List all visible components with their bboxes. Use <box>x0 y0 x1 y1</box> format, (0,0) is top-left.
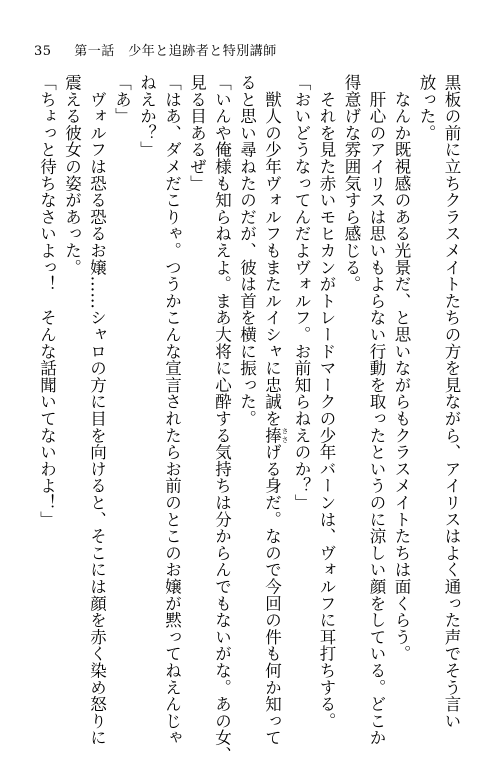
text-line: 「はあ、ダメだこりゃ。つうかこんな宣言されたらお前のとこのお嬢が黙ってねえんじゃ <box>162 74 182 746</box>
text-line-with-ruby: 獣人の少年ヴォルフもまたルイシャに忠誠を捧 ささげる身だ。なので今回の件も何か知って <box>262 74 289 747</box>
chapter-title: 第一話 少年と追跡者と特別講師 <box>74 44 277 59</box>
text-line: ヴォルフは恐る恐るお嬢……シャロの方に目を向けると、そこには顔を赤く染め怒りに <box>87 74 107 746</box>
text-line: 放った。 <box>417 74 436 142</box>
text-line: 「おいどうなってんだよヴォルフ。お前知らねえのか？」 <box>292 74 311 511</box>
text-line: 震える彼女の姿があった。 <box>62 74 82 276</box>
text-line: 「ちょっと待ちなさいよっ！ そんな話聞いてないわよ！」 <box>37 74 57 528</box>
text-line: 肝心のアイリスは思いもよらない行動を取ったというのに涼しい顔をしている。どこか <box>367 74 386 746</box>
text-line: ると思い尋ねたのだが、彼は首を横に振った。 <box>237 74 257 427</box>
ruby-reading: ささ <box>281 426 289 444</box>
text-line: 「あ」 <box>112 74 132 125</box>
text-line: 見る目あるぜ」 <box>187 74 207 192</box>
vertical-text-body <box>34 74 464 763</box>
text-line: ねえか？」 <box>137 74 157 158</box>
running-header <box>34 40 277 59</box>
ruby-annotation <box>262 426 289 444</box>
text-line: 「いんや俺様も知らねえよ。まあ大将に心酔する気持ちは分からんでもないがな。あの女、 <box>212 74 232 763</box>
text-line: 黒板の前に立ちクラスメイトたちの方を見ながら、アイリスはよく通った声でそう言い <box>442 74 461 730</box>
page-number: 35 <box>34 44 52 59</box>
text-line: なんか既視感のある光景だ、と思いながらもクラスメイトたちは面くらう。 <box>392 74 411 662</box>
text-line: 得意げな雰囲気すら感じる。 <box>342 74 361 293</box>
text-line: それを見た赤いモヒカンがトレードマークの少年バーンは、ヴォルフに耳打ちする。 <box>317 74 336 730</box>
ruby-base: 捧 <box>262 426 282 444</box>
